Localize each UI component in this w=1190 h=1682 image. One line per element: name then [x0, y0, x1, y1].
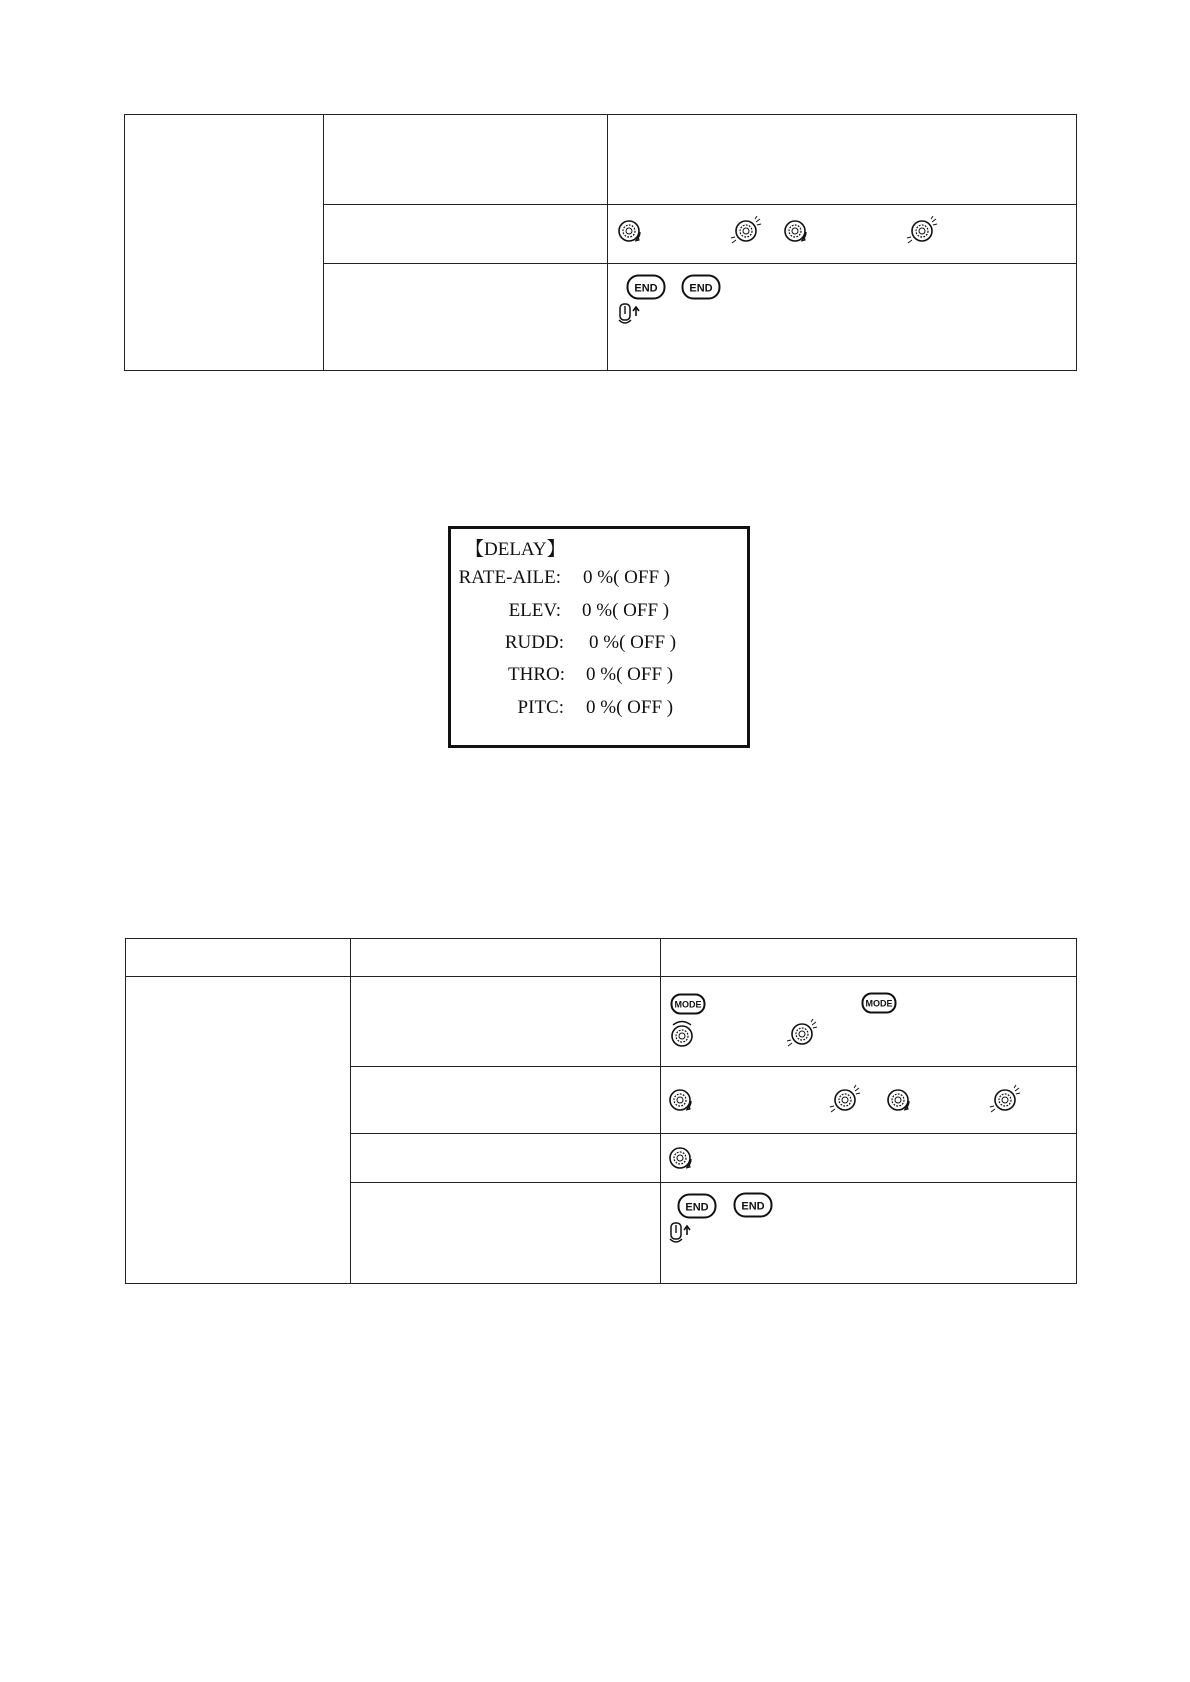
- dial-press-icon: [828, 1085, 862, 1115]
- end-button-icon: [681, 274, 721, 300]
- table2-action-cell-1: [351, 977, 661, 1067]
- dial-press-icon: [785, 1019, 819, 1049]
- table2-header-cell-1: [126, 939, 351, 977]
- rotary-dial-icon: [883, 1085, 913, 1115]
- rotary-dial-icon: [780, 216, 810, 246]
- table1-action-cell-2: [324, 205, 608, 264]
- svg-text:END: END: [689, 282, 713, 295]
- lcd-value-rate-aile: 0 %( OFF ): [583, 567, 671, 588]
- table2-action-cell-4: [351, 1183, 661, 1284]
- svg-text:MODE: MODE: [674, 999, 702, 1010]
- dial-press-icon: [905, 216, 939, 246]
- table1-action-cell-1: [324, 115, 608, 205]
- rotary-dial-icon: [614, 216, 644, 246]
- lcd-value-rudd: 0 %( OFF ): [589, 632, 677, 653]
- lcd-label-rate-aile: RATE-AILE:: [458, 567, 561, 588]
- table2-action-cell-3: [351, 1134, 661, 1183]
- table1-operation-cell-3: [608, 264, 1077, 371]
- dial-press-icon: [729, 216, 763, 246]
- switch-up-icon: [616, 302, 642, 328]
- lcd-value-elev: 0 %( OFF ): [582, 600, 670, 621]
- table1-operation-cell-2: [608, 205, 1077, 264]
- table1-action-cell-3: [324, 264, 608, 371]
- table2-step-cell: [126, 977, 351, 1284]
- lcd-label-pitc: PITC:: [517, 697, 564, 718]
- mode-button-icon: [861, 992, 897, 1014]
- svg-text:END: END: [685, 1201, 709, 1214]
- table2-operation-cell-3: [661, 1134, 1077, 1183]
- table2-operation-cell-2: [661, 1067, 1077, 1134]
- svg-text:END: END: [634, 282, 658, 295]
- table1-step-cell: [125, 115, 324, 371]
- end-button-icon: [677, 1193, 717, 1219]
- switch-up-icon: [667, 1221, 693, 1247]
- svg-text:END: END: [741, 1200, 765, 1213]
- instruction-table-1: [124, 114, 1077, 371]
- lcd-delay-screen: [448, 526, 750, 748]
- lcd-label-thro: THRO:: [508, 664, 565, 685]
- svg-text:MODE: MODE: [865, 998, 893, 1009]
- table1-operation-cell-1: [608, 115, 1077, 205]
- lcd-value-pitc: 0 %( OFF ): [586, 697, 674, 718]
- end-button-icon: [626, 274, 666, 300]
- mode-button-icon: [670, 993, 706, 1015]
- rotary-dial-icon: [667, 1018, 697, 1050]
- lcd-label-rudd: RUDD:: [504, 632, 564, 653]
- dial-press-icon: [988, 1085, 1022, 1115]
- rotary-dial-icon: [665, 1085, 695, 1115]
- lcd-label-elev: ELEV:: [508, 600, 561, 621]
- instruction-table-2: [125, 938, 1077, 1284]
- table2-header-cell-3: [661, 939, 1077, 977]
- table2-operation-cell-1: [661, 977, 1077, 1067]
- table2-header-cell-2: [351, 939, 661, 977]
- table2-action-cell-2: [351, 1067, 661, 1134]
- lcd-value-thro: 0 %( OFF ): [586, 664, 674, 685]
- end-button-icon: [733, 1192, 773, 1218]
- lcd-title: 【DELAY】: [465, 539, 566, 560]
- rotary-dial-icon: [665, 1143, 695, 1173]
- table2-operation-cell-4: [661, 1183, 1077, 1284]
